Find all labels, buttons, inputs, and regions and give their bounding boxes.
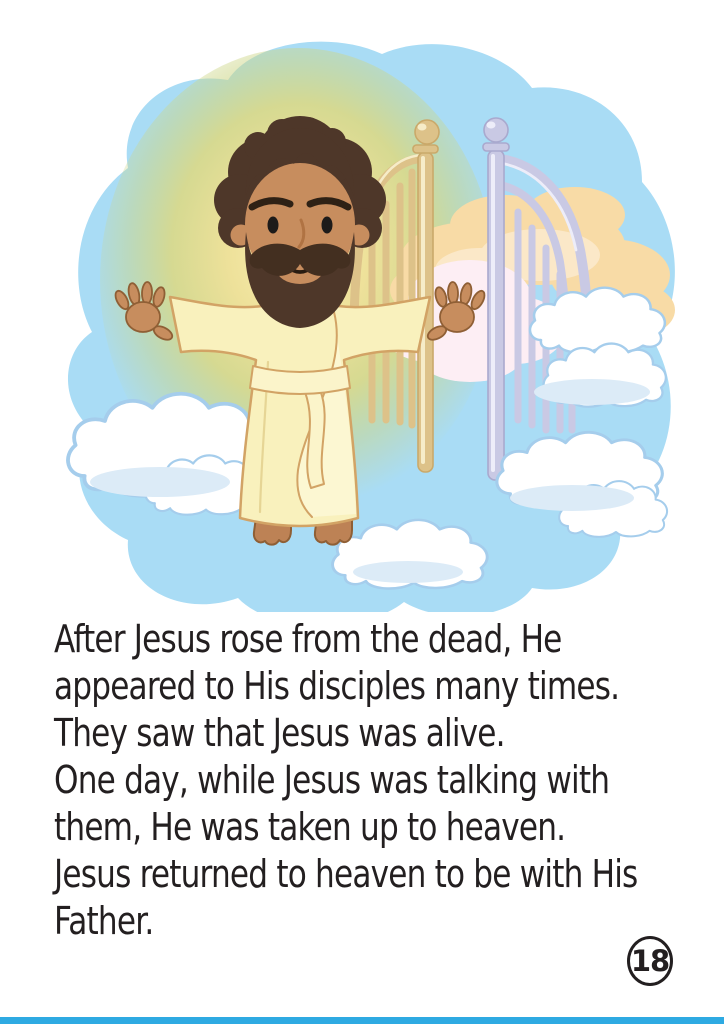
footer-accent-bar [0,1017,724,1024]
story-text [54,616,714,945]
story-line: They saw that Jesus was alive. [54,711,505,755]
page-number-badge [627,936,673,986]
story-line: them, He was taken up to heaven. [54,805,566,849]
story-line: appeared to His disciples many times. [54,664,620,708]
page-number: 18 [630,944,670,978]
story-line: After Jesus rose from the dead, He [54,617,562,661]
story-line: Father. [54,899,154,943]
right-eye [322,217,333,234]
story-line: One day, while Jesus was talking with [54,758,610,802]
story-line: Jesus returned to heaven to be with His [54,852,638,896]
left-eye [268,217,279,234]
